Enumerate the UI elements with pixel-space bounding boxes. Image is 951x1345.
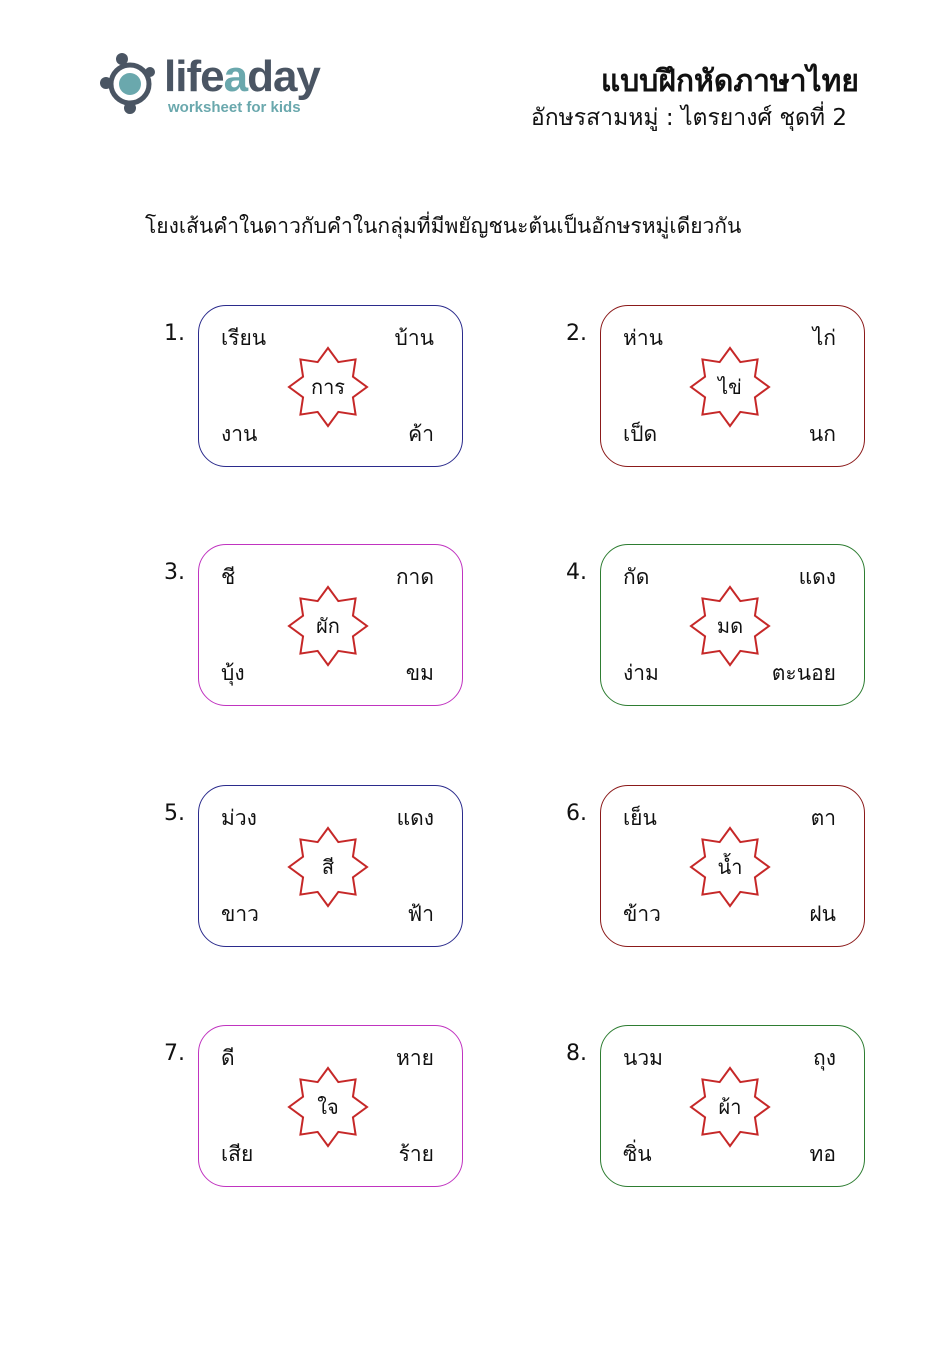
center-star[interactable] (287, 346, 369, 428)
match-word-top-right[interactable]: แดง (396, 806, 434, 830)
exercise-card (198, 785, 463, 947)
star-word: การ (310, 375, 346, 399)
match-word-top-right[interactable]: กาด (395, 565, 434, 589)
match-word-top-right[interactable]: ตา (810, 806, 836, 830)
match-word-top-left[interactable]: นวม (623, 1046, 663, 1070)
exercise-number: 3. (164, 560, 185, 585)
star-word: ผ้า (718, 1095, 742, 1119)
match-word-bottom-right[interactable]: ค้า (408, 422, 434, 446)
exercise-number: 7. (164, 1041, 185, 1066)
center-star[interactable] (689, 585, 771, 667)
center-star[interactable] (287, 585, 369, 667)
center-star[interactable] (689, 1066, 771, 1148)
match-word-bottom-left[interactable]: ข้าว (623, 902, 661, 926)
match-word-bottom-left[interactable]: เป็ด (623, 422, 658, 446)
center-star[interactable] (287, 1066, 369, 1148)
exercise-card (600, 785, 865, 947)
match-word-bottom-left[interactable]: ง่าม (623, 661, 659, 685)
logo-tagline: worksheet for kids (168, 99, 301, 116)
star-word: ใจ (317, 1095, 339, 1119)
exercise-number: 5. (164, 801, 185, 826)
match-word-bottom-right[interactable]: ร้าย (398, 1142, 434, 1166)
exercise-card (198, 305, 463, 467)
match-word-bottom-right[interactable]: ทอ (809, 1142, 836, 1166)
match-word-top-left[interactable]: ชี (221, 565, 236, 589)
exercise-number: 2. (566, 321, 587, 346)
match-word-bottom-right[interactable]: ฟ้า (407, 902, 434, 926)
match-word-bottom-right[interactable]: ขม (405, 661, 434, 685)
exercise-card (600, 1025, 865, 1187)
instruction-text: โยงเส้นคำในดาวกับคำในกลุ่มที่มีพยัญชนะต้นเป็นอักษรหมู่เดียวกัน (145, 214, 742, 238)
match-word-top-right[interactable]: แดง (798, 565, 836, 589)
exercise-number: 1. (164, 321, 185, 346)
match-word-bottom-right[interactable]: ฝน (809, 902, 836, 926)
match-word-top-right[interactable]: ถุง (813, 1046, 836, 1070)
match-word-top-left[interactable]: กัด (623, 565, 650, 589)
center-star[interactable] (689, 346, 771, 428)
exercise-card (198, 544, 463, 706)
logo-wordmark: lifeaday (164, 52, 320, 101)
star-word: มด (716, 614, 744, 638)
center-star[interactable] (287, 826, 369, 908)
exercise-number: 4. (566, 560, 587, 585)
center-star[interactable] (689, 826, 771, 908)
logo (98, 50, 338, 120)
exercise-number: 6. (566, 801, 587, 826)
page-title: แบบฝึกหัดภาษาไทย (600, 64, 859, 99)
star-word: ไข่ (718, 375, 742, 399)
match-word-top-right[interactable]: บ้าน (394, 326, 434, 350)
match-word-top-left[interactable]: เย็น (623, 806, 657, 830)
match-word-top-right[interactable]: ไก่ (812, 326, 836, 350)
page-subtitle: อักษรสามหมู่ : ไตรยางศ์ ชุดที่ 2 (530, 105, 847, 131)
match-word-top-left[interactable]: ม่วง (221, 806, 257, 830)
match-word-top-left[interactable]: ดี (221, 1046, 235, 1070)
match-word-bottom-left[interactable]: บุ้ง (221, 661, 245, 685)
star-word: ผัก (316, 614, 340, 638)
match-word-bottom-right[interactable]: ตะนอย (771, 661, 836, 685)
match-word-top-right[interactable]: หาย (396, 1046, 434, 1070)
exercise-card (600, 544, 865, 706)
match-word-top-left[interactable]: ห่าน (623, 326, 663, 350)
match-word-bottom-left[interactable]: เสีย (221, 1142, 254, 1166)
star-word: สี (321, 855, 335, 879)
match-word-bottom-left[interactable]: ขาว (221, 902, 259, 926)
exercise-number: 8. (566, 1041, 587, 1066)
exercise-card (600, 305, 865, 467)
exercise-card (198, 1025, 463, 1187)
star-word: น้ำ (717, 855, 743, 879)
molecule-logo-icon (98, 50, 168, 120)
match-word-bottom-left[interactable]: ซิ่น (623, 1142, 652, 1166)
match-word-bottom-left[interactable]: งาน (221, 422, 258, 446)
match-word-top-left[interactable]: เรียน (221, 326, 267, 350)
match-word-bottom-right[interactable]: นก (808, 422, 836, 446)
